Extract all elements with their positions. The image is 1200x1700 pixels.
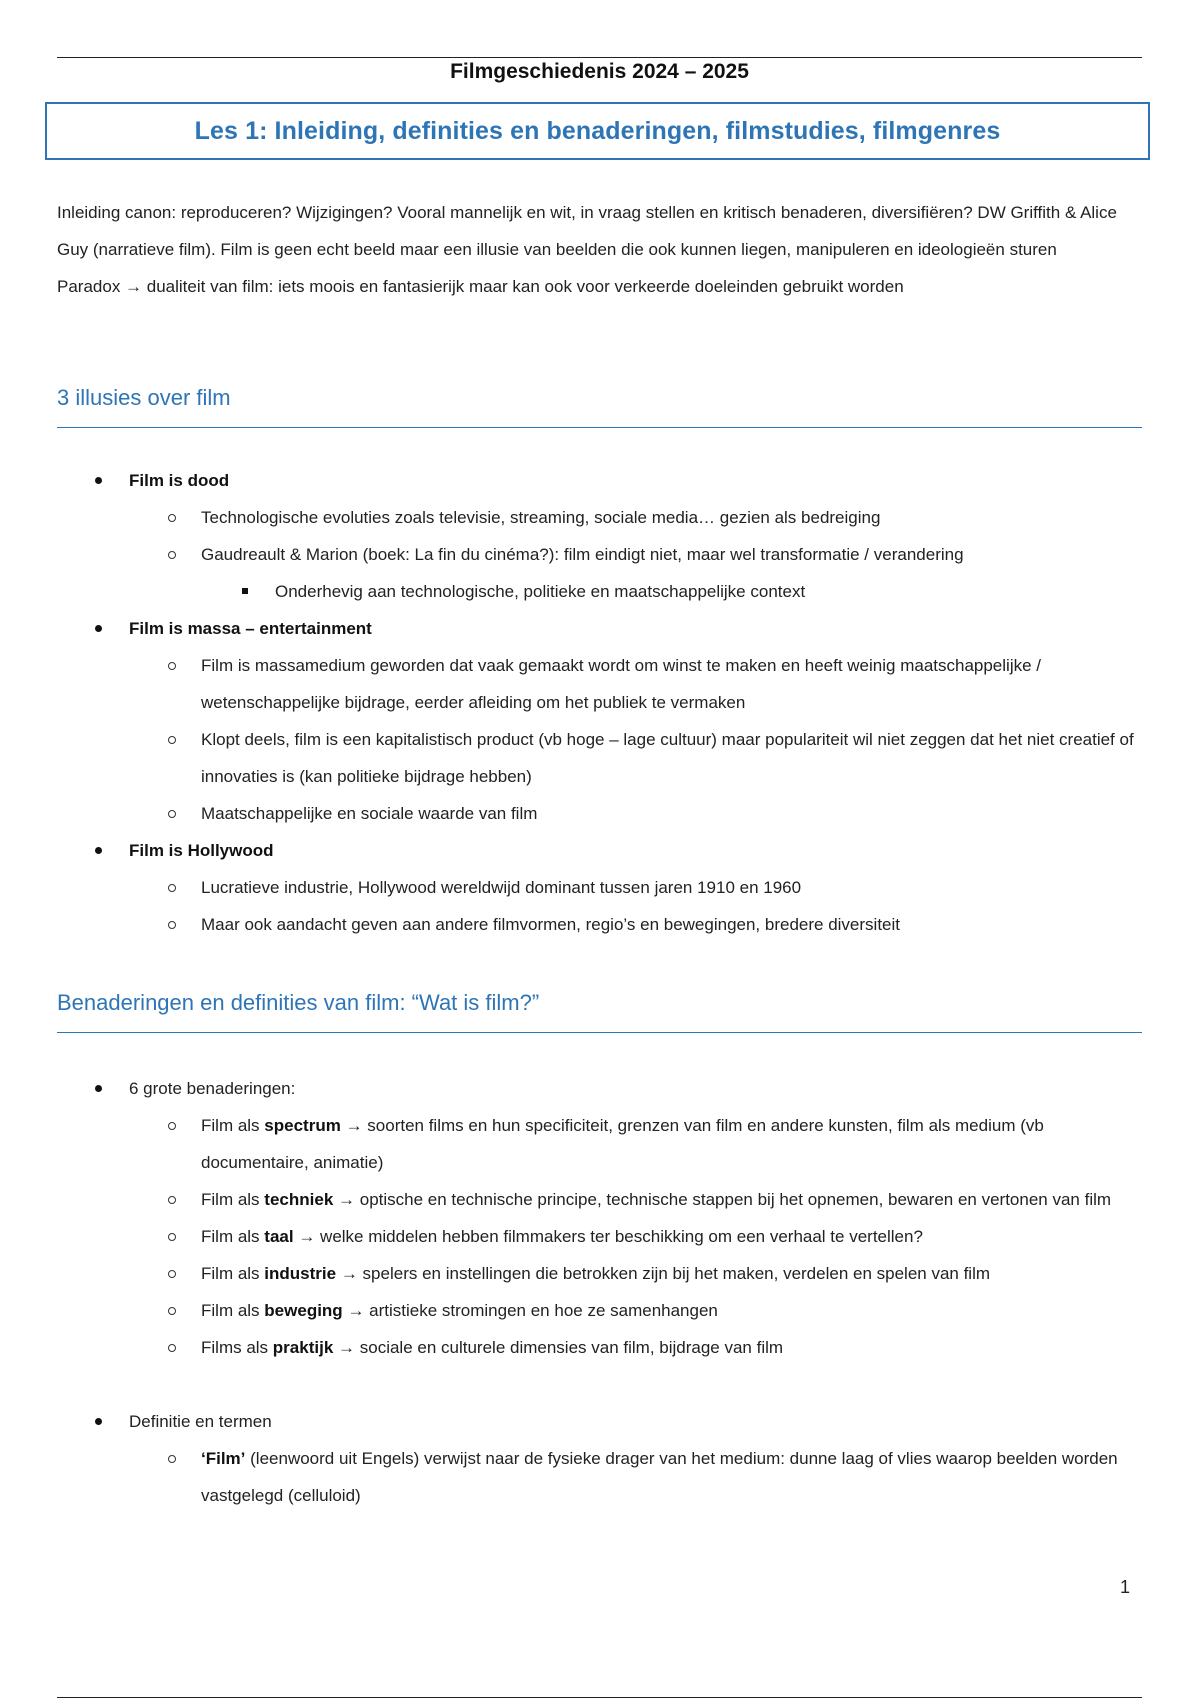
list-item: Onderhevig aan technologische, politieke en maatschappelijke context xyxy=(57,573,1147,610)
list-item xyxy=(57,462,1147,499)
intro-paragraph-1: Inleiding canon: reproduceren? Wijzigingen? Vooral mannelijk en wit, in vraag stellen en kritisch benaderen, diversifiëren? DW Griffith & Alice Guy (narratieve film). Film is geen echt beeld maar een illusie van beelden die ook kunnen liegen, manipuleren en ideologieën sturen xyxy=(57,203,1117,259)
list-item: Maar ook aandacht geven aan andere filmvormen, regio’s en bewegingen, bredere diversiteit xyxy=(57,906,1147,943)
document-header: Filmgeschiedenis 2024 – 2025 xyxy=(450,60,749,83)
list-item: ‘Film’ (leenwoord uit Engels) verwijst naar de fysieke drager van het medium: dunne laag of vlies waarop beelden worden vastgelegd (celluloid) xyxy=(57,1440,1147,1514)
list-item: Gaudreault & Marion (boek: La fin du cinéma?): film eindigt niet, maar wel transformatie / verandering xyxy=(57,536,1147,573)
list-item: Film als industrie → spelers en instellingen die betrokken zijn bij het maken, verdelen en spelen van film xyxy=(57,1255,1147,1292)
illusions-list xyxy=(57,462,1147,943)
intro-text xyxy=(57,194,1147,305)
list-item: Film is massamedium geworden dat vaak gemaakt wordt om winst te maken en heeft weinig maatschappelijke / wetenschappelijke bijdrage, eerder afleiding om het publiek te vermaken xyxy=(57,647,1147,721)
list-item xyxy=(57,610,1147,647)
list-item: Film als beweging → artistieke stromingen en hoe ze samenhangen xyxy=(57,1292,1147,1329)
list-item: Maatschappelijke en sociale waarde van film xyxy=(57,795,1147,832)
illusion-title: Film is massa – entertainment xyxy=(129,619,372,638)
list-item: Film als spectrum → soorten films en hun specificiteit, grenzen van film en andere kunsten, film als medium (vb documentaire, animatie) xyxy=(57,1107,1147,1181)
lesson-title: Les 1: Inleiding, definities en benaderingen, filmstudies, filmgenres xyxy=(194,116,1001,145)
section-heading-approaches: Benaderingen en definities van film: “Wat is film?” xyxy=(57,988,1142,1033)
illusion-title: Film is dood xyxy=(129,471,230,490)
lesson-title-box xyxy=(45,102,1150,160)
list-item: Film als taal → welke middelen hebben filmmakers ter beschikking om een verhaal te vertellen? xyxy=(57,1218,1147,1255)
footer-rule xyxy=(57,1697,1142,1698)
intro-paragraph-2: Paradox → dualiteit van film: iets moois en fantasierijk maar kan ook voor verkeerde doeleinden gebruikt worden xyxy=(57,277,904,296)
list-item: Klopt deels, film is een kapitalistisch product (vb hoge – lage cultuur) maar populariteit wil niet zeggen dat het niet creatief of innovaties is (kan politieke bijdrage hebben) xyxy=(57,721,1147,795)
list-item: Film als techniek → optische en technische principe, technische stappen bij het opnemen, bewaren en vertonen van film xyxy=(57,1181,1147,1218)
list-item: Lucratieve industrie, Hollywood wereldwijd dominant tussen jaren 1910 en 1960 xyxy=(57,869,1147,906)
list-item: Technologische evoluties zoals televisie, streaming, sociale media… gezien als bedreiging xyxy=(57,499,1147,536)
list-item: 6 grote benaderingen: xyxy=(57,1070,1147,1107)
list-gap xyxy=(57,1366,1147,1403)
list-item: Definitie en termen xyxy=(57,1403,1147,1440)
page-number: 1 xyxy=(1120,1577,1131,1597)
list-item xyxy=(57,832,1147,869)
approaches-list xyxy=(57,1070,1147,1514)
list-item: Films als praktijk → sociale en culturele dimensies van film, bijdrage van film xyxy=(57,1329,1147,1366)
illusion-title: Film is Hollywood xyxy=(129,841,274,860)
section-heading-illusions: 3 illusies over film xyxy=(57,383,1142,428)
